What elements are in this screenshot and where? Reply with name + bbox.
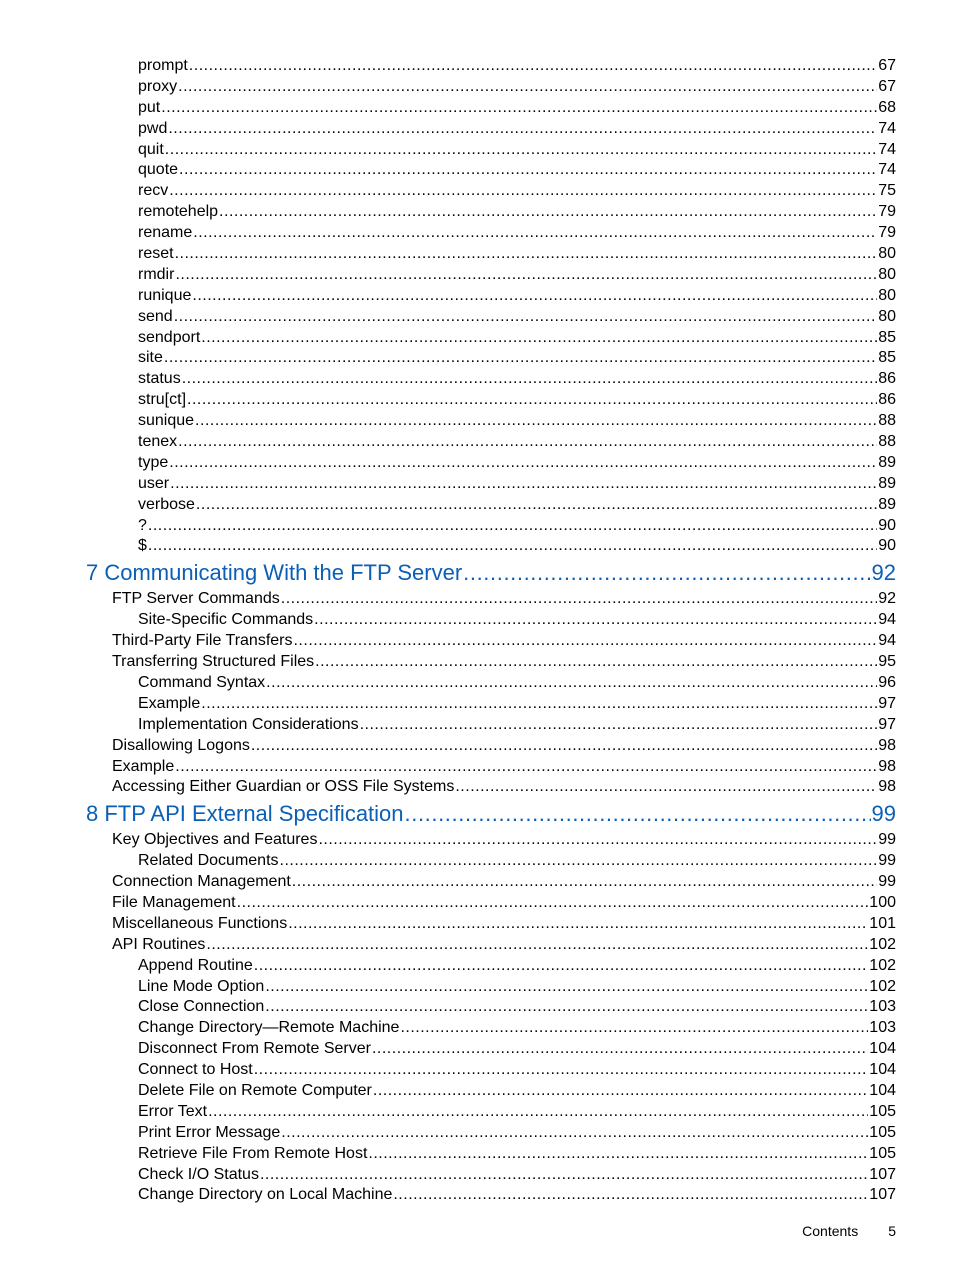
toc-leader-dots — [169, 453, 877, 474]
toc-entry-link[interactable] — [138, 536, 896, 557]
toc-entry-title: quit — [138, 140, 164, 158]
toc-entry-page: 89 — [878, 474, 896, 492]
toc-entry-title: type — [138, 453, 169, 471]
toc-entry-link[interactable] — [138, 851, 896, 872]
toc-leader-dots — [254, 956, 869, 977]
toc-entry-page: 105 — [869, 1102, 896, 1120]
toc-entry-title: Key Objectives and Features — [112, 831, 318, 849]
toc-entry-link[interactable] — [112, 777, 896, 798]
toc-entry-link[interactable] — [138, 140, 896, 161]
toc-entry-page: 74 — [878, 119, 896, 137]
toc-entry-link[interactable] — [138, 715, 896, 736]
toc-entry-page: 86 — [878, 391, 896, 409]
toc-leader-dots — [292, 872, 877, 893]
toc-entry-title: stru[ct] — [138, 391, 187, 409]
toc-entry-page: 104 — [869, 1081, 896, 1099]
toc-entry-page: 74 — [878, 161, 896, 179]
toc-leader-dots — [293, 631, 877, 652]
toc-entry-title: status — [138, 370, 181, 388]
toc-entry-page: 98 — [878, 736, 896, 754]
toc-entry-link[interactable] — [112, 872, 896, 893]
toc-leader-dots — [265, 977, 868, 998]
toc-entry-title: reset — [138, 245, 174, 263]
toc-entry-title: ? — [138, 516, 147, 534]
toc-entry-page: 80 — [878, 245, 896, 263]
toc-entry-link[interactable] — [138, 160, 896, 181]
toc-entry-link[interactable] — [138, 1123, 896, 1144]
toc-entry-title: Miscellaneous Functions — [112, 914, 288, 932]
toc-entry-title: sunique — [138, 412, 195, 430]
toc-entry-link[interactable] — [138, 1060, 896, 1081]
toc-leader-dots — [178, 77, 877, 98]
toc-entry-page: 67 — [878, 77, 896, 95]
toc-entry-link[interactable] — [112, 893, 896, 914]
toc-leader-dots — [400, 1018, 868, 1039]
toc-entry-title: Disallowing Logons — [112, 736, 250, 754]
toc-entry-title: Close Connection — [138, 998, 265, 1016]
toc-entry-title: Transferring Structured Files — [112, 653, 315, 671]
table-of-contents — [0, 56, 954, 1206]
toc-entry-title: recv — [138, 182, 169, 200]
toc-entry-title: Delete File on Remote Computer — [138, 1081, 372, 1099]
toc-entry-title: Related Documents — [138, 852, 279, 870]
toc-entry-title: Error Text — [138, 1102, 208, 1120]
toc-entry-link[interactable] — [138, 673, 896, 694]
toc-entry-page: 89 — [878, 495, 896, 513]
toc-leader-dots — [179, 160, 877, 181]
toc-entry-page: 94 — [878, 611, 896, 629]
toc-leader-dots — [266, 673, 877, 694]
toc-leader-dots — [189, 56, 877, 77]
toc-entry-page: 99 — [871, 801, 896, 827]
toc-leader-dots — [208, 1102, 868, 1123]
toc-entry-page: 74 — [878, 140, 896, 158]
toc-entry-link[interactable] — [138, 202, 896, 223]
toc-leader-dots — [373, 1081, 868, 1102]
page-footer — [802, 1223, 896, 1239]
toc-entry-title: user — [138, 474, 170, 492]
toc-entry-title: FTP Server Commands — [112, 590, 280, 608]
toc-entry-title: site — [138, 349, 163, 367]
toc-leader-dots — [161, 98, 877, 119]
toc-entry-page: 89 — [878, 453, 896, 471]
toc-entry-title: tenex — [138, 433, 178, 451]
toc-entry-link[interactable] — [138, 98, 896, 119]
toc-entry-page: 104 — [869, 1061, 896, 1079]
toc-entry-link[interactable] — [138, 244, 896, 265]
toc-entry-link[interactable] — [138, 369, 896, 390]
toc-entry-link[interactable] — [138, 432, 896, 453]
toc-entry-page: 67 — [878, 57, 896, 74]
toc-entry-title: Change Directory—Remote Machine — [138, 1019, 400, 1037]
toc-entry-link[interactable] — [112, 652, 896, 673]
toc-entry-link[interactable] — [138, 1018, 896, 1039]
toc-leader-dots — [237, 893, 869, 914]
toc-entry-page: 102 — [869, 977, 896, 995]
toc-entry-title: API Routines — [112, 935, 206, 953]
toc-entry-page: 90 — [878, 516, 896, 534]
toc-entry-link[interactable] — [138, 1102, 896, 1123]
toc-entry-page: 105 — [869, 1144, 896, 1162]
toc-leader-dots — [280, 851, 878, 872]
toc-entry-link[interactable] — [138, 956, 896, 977]
toc-entry-page: 98 — [878, 778, 896, 796]
toc-entry-title: Change Directory on Local Machine — [138, 1186, 393, 1204]
toc-entry-page: 103 — [869, 1019, 896, 1037]
toc-leader-dots — [360, 715, 878, 736]
toc-entry-page: 99 — [878, 831, 896, 849]
toc-leader-dots — [405, 799, 871, 829]
toc-entry-title: 7 Communicating With the FTP Server — [86, 560, 463, 586]
toc-entry-link[interactable] — [138, 286, 896, 307]
toc-entry-title: proxy — [138, 77, 178, 95]
toc-entry-page: 85 — [878, 328, 896, 346]
toc-leader-dots — [206, 935, 868, 956]
toc-entry-page: 107 — [869, 1186, 896, 1204]
toc-leader-dots — [455, 777, 877, 798]
toc-entry-link[interactable] — [138, 694, 896, 715]
toc-entry-title: Example — [112, 757, 175, 775]
toc-entry-page: 95 — [878, 653, 896, 671]
toc-leader-dots — [463, 558, 870, 588]
toc-entry-link[interactable] — [138, 119, 896, 140]
toc-leader-dots — [170, 474, 877, 495]
toc-entry-page: 80 — [878, 265, 896, 283]
toc-entry-title: remotehelp — [138, 203, 219, 221]
toc-entry-link[interactable] — [112, 914, 896, 935]
toc-entry-link[interactable] — [138, 328, 896, 349]
toc-entry-page: 92 — [878, 590, 896, 608]
toc-entry-page: 75 — [878, 182, 896, 200]
toc-leader-dots — [260, 1165, 868, 1186]
toc-entry-link[interactable] — [138, 1039, 896, 1060]
toc-entry-page: 97 — [878, 715, 896, 733]
toc-chapter-link[interactable] — [86, 558, 896, 588]
toc-leader-dots — [193, 223, 877, 244]
toc-entry-link[interactable] — [138, 223, 896, 244]
toc-leader-dots — [201, 328, 877, 349]
toc-entry-link[interactable] — [112, 631, 896, 652]
toc-leader-dots — [368, 1144, 868, 1165]
toc-leader-dots — [372, 1039, 868, 1060]
toc-entry-title: Command Syntax — [138, 673, 266, 691]
toc-entry-page: 96 — [878, 673, 896, 691]
toc-entry-link[interactable] — [138, 1165, 896, 1186]
toc-entry-title: prompt — [138, 57, 188, 74]
toc-leader-dots — [175, 265, 877, 286]
toc-entry-page: 68 — [878, 98, 896, 116]
toc-entry-page: 98 — [878, 757, 896, 775]
toc-entry-link[interactable] — [138, 390, 896, 411]
toc-entry-title: sendport — [138, 328, 201, 346]
toc-leader-dots — [281, 1123, 868, 1144]
toc-entry-title: Site-Specific Commands — [138, 611, 314, 629]
toc-entry-link[interactable] — [138, 997, 896, 1018]
toc-entry-title: Implementation Considerations — [138, 715, 359, 733]
toc-leader-dots — [254, 1060, 869, 1081]
toc-entry-title: Third-Party File Transfers — [112, 632, 293, 650]
toc-entry-page: 94 — [878, 632, 896, 650]
toc-leader-dots — [178, 432, 877, 453]
toc-leader-dots — [288, 914, 868, 935]
toc-leader-dots — [195, 411, 877, 432]
toc-entry-page: 105 — [869, 1123, 896, 1141]
toc-leader-dots — [187, 390, 877, 411]
toc-entry-link[interactable] — [138, 56, 896, 77]
toc-entry-page: 88 — [878, 433, 896, 451]
toc-entry-link[interactable] — [112, 757, 896, 778]
toc-entry-title: Print Error Message — [138, 1123, 281, 1141]
toc-entry-link[interactable] — [138, 1185, 896, 1206]
toc-entry-page: 79 — [878, 224, 896, 242]
toc-entry-link[interactable] — [138, 1081, 896, 1102]
toc-leader-dots — [192, 286, 877, 307]
toc-entry-page: 99 — [878, 873, 896, 891]
toc-entry-page: 90 — [878, 537, 896, 555]
toc-leader-dots — [168, 119, 877, 140]
toc-entry-title: $ — [138, 537, 147, 555]
toc-entry-title: Check I/O Status — [138, 1165, 259, 1183]
toc-leader-dots — [265, 997, 868, 1018]
toc-entry-title: runique — [138, 286, 192, 304]
toc-entry-link[interactable] — [138, 411, 896, 432]
toc-entry-link[interactable] — [112, 736, 896, 757]
toc-entry-link[interactable] — [112, 589, 896, 610]
toc-entry-page: 107 — [869, 1165, 896, 1183]
toc-entry-page: 100 — [869, 893, 896, 911]
toc-chapter-link[interactable] — [86, 799, 896, 829]
toc-entry-page: 101 — [869, 914, 896, 932]
toc-entry-link[interactable] — [138, 495, 896, 516]
toc-leader-dots — [201, 694, 877, 715]
toc-entry-title: put — [138, 98, 161, 116]
toc-entry-link[interactable] — [138, 348, 896, 369]
toc-entry-page: 102 — [869, 935, 896, 953]
toc-leader-dots — [314, 610, 877, 631]
toc-entry-link[interactable] — [112, 935, 896, 956]
toc-entry-page: 80 — [878, 286, 896, 304]
toc-entry-title: pwd — [138, 119, 168, 137]
toc-entry-link[interactable] — [138, 77, 896, 98]
toc-leader-dots — [196, 495, 877, 516]
toc-entry-link[interactable] — [138, 181, 896, 202]
toc-entry-title: quote — [138, 161, 179, 179]
toc-entry-link[interactable] — [112, 830, 896, 851]
toc-leader-dots — [175, 757, 877, 778]
toc-leader-dots — [165, 140, 877, 161]
toc-leader-dots — [251, 736, 877, 757]
toc-leader-dots — [164, 348, 877, 369]
toc-entry-page: 80 — [878, 307, 896, 325]
toc-entry-page: 97 — [878, 694, 896, 712]
toc-leader-dots — [318, 830, 877, 851]
toc-leader-dots — [148, 516, 877, 537]
toc-entry-link[interactable] — [138, 516, 896, 537]
toc-entry-title: rmdir — [138, 265, 175, 283]
toc-entry-title: 8 FTP API External Specification — [86, 801, 404, 827]
footer-page-number: 5 — [888, 1223, 896, 1239]
toc-leader-dots — [169, 181, 877, 202]
toc-leader-dots — [219, 202, 877, 223]
toc-entry-title: rename — [138, 224, 193, 242]
toc-entry-page: 88 — [878, 412, 896, 430]
toc-entry-page: 104 — [869, 1040, 896, 1058]
toc-entry-link[interactable] — [138, 307, 896, 328]
toc-entry-link[interactable] — [138, 1144, 896, 1165]
toc-entry-page: 86 — [878, 370, 896, 388]
toc-leader-dots — [174, 307, 878, 328]
footer-section-label: Contents — [802, 1223, 859, 1239]
toc-leader-dots — [148, 536, 877, 557]
toc-entry-link[interactable] — [138, 977, 896, 998]
toc-entry-page: 85 — [878, 349, 896, 367]
toc-entry-page: 102 — [869, 956, 896, 974]
toc-leader-dots — [315, 652, 877, 673]
toc-entry-title: Connect to Host — [138, 1061, 253, 1079]
toc-leader-dots — [182, 369, 878, 390]
toc-leader-dots — [175, 244, 878, 265]
toc-entry-link[interactable] — [138, 453, 896, 474]
toc-entry-title: verbose — [138, 495, 195, 513]
toc-entry-title: Line Mode Option — [138, 977, 265, 995]
toc-leader-dots — [393, 1185, 868, 1206]
toc-entry-page: 92 — [871, 560, 896, 586]
toc-entry-link[interactable] — [138, 610, 896, 631]
toc-entry-title: Disconnect From Remote Server — [138, 1040, 371, 1058]
toc-entry-link[interactable] — [138, 265, 896, 286]
toc-entry-title: Accessing Either Guardian or OSS File Systems — [112, 778, 455, 796]
toc-entry-title: Example — [138, 694, 201, 712]
toc-entry-page: 99 — [878, 852, 896, 870]
toc-entry-title: File Management — [112, 893, 236, 911]
toc-entry-title: Retrieve File From Remote Host — [138, 1144, 368, 1162]
toc-entry-title: send — [138, 307, 173, 325]
toc-entry-link[interactable] — [138, 474, 896, 495]
toc-entry-title: Connection Management — [112, 873, 291, 891]
toc-entry-page: 103 — [869, 998, 896, 1016]
toc-entry-title: Append Routine — [138, 956, 253, 974]
toc-entry-page: 79 — [878, 203, 896, 221]
toc-leader-dots — [281, 589, 877, 610]
